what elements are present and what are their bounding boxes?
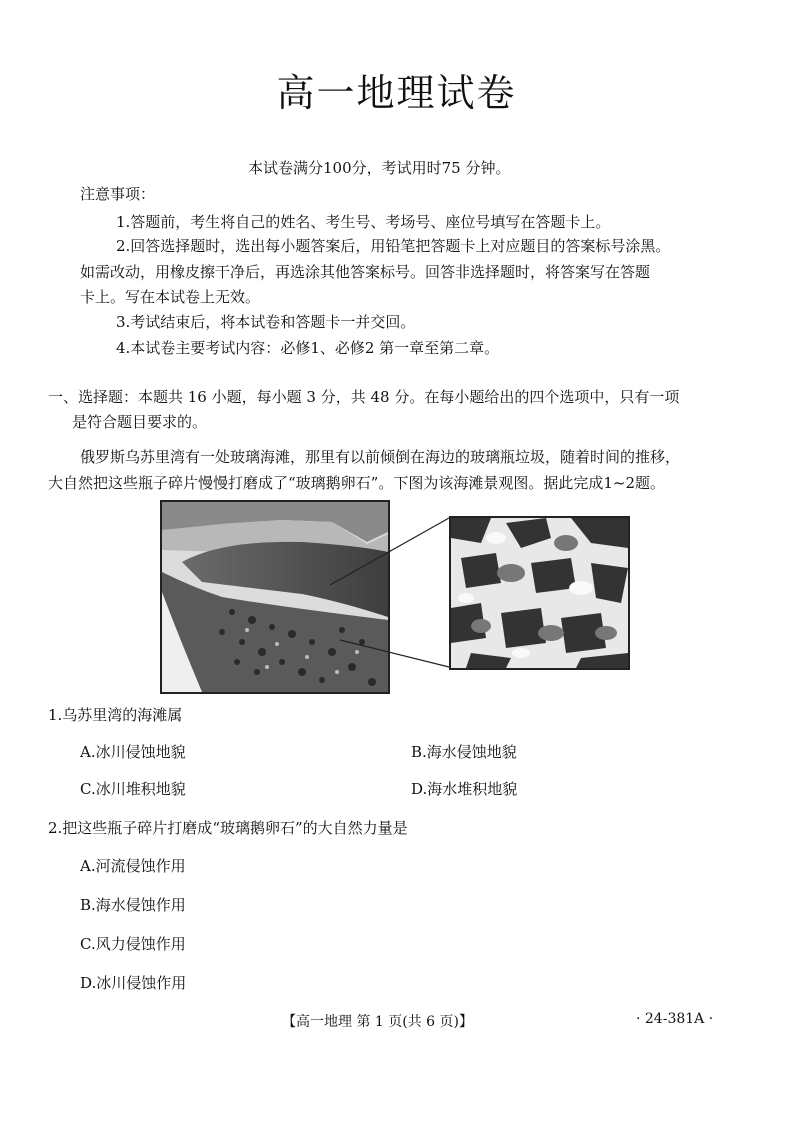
q1-option-c: C.冰川堆积地貌 [80,780,186,798]
notice-item-4: 4.本试卷主要考试内容：必修1、必修2 第一章至第二章。 [116,339,500,357]
notice-item-1: 1.答题前，考生将自己的姓名、考生号、考场号、座位号填写在答题卡上。 [116,213,611,231]
q1-option-d: D.海水堆积地貌 [411,780,518,798]
notice-item-2: 2.回答选择题时，选出每小题答案后，用铅笔把答题卡上对应题目的答案标号涂黑。 [116,237,671,255]
q1-option-b: B.海水侵蚀地貌 [411,743,517,761]
passage-line-2: 大自然把这些瓶子碎片慢慢打磨成了“玻璃鹅卵石”。下图为该海滩景观图。据此完成1~2题。 [48,474,665,492]
notice-heading: 注意事项： [80,185,156,203]
page-title: 高一地理试卷 [276,71,517,115]
page-footer: 【高一地理 第 1 页(共 6 页)】 [282,1014,473,1030]
q1-option-a: A.冰川侵蚀地貌 [80,743,186,761]
notice-item-2-cont: 如需改动，用橡皮擦干净后，再选涂其他答案标号。回答非选择题时，将答案写在答题 [80,263,651,281]
notice-item-3: 3.考试结束后，将本试卷和答题卡一并交回。 [116,313,416,331]
exam-code: · 24-381A · [636,1011,714,1027]
q2-option-c: C.风力侵蚀作用 [80,935,186,953]
section-heading: 一、选择题：本题共 16 小题，每小题 3 分，共 48 分。在每小题给出的四个选项中，只有一项 [48,388,680,406]
q1-stem: 1.乌苏里湾的海滩属 [48,706,183,724]
notice-item-2-cont2: 卡上。写在本试卷上无效。 [80,288,261,306]
q2-stem: 2.把这些瓶子碎片打磨成“玻璃鹅卵石”的大自然力量是 [48,819,408,837]
q2-option-b: B.海水侵蚀作用 [80,896,186,914]
q2-option-d: D.冰川侵蚀作用 [80,974,187,992]
section-heading-cont: 是符合题目要求的。 [72,413,208,431]
passage-line-1: 俄罗斯乌苏里湾有一处玻璃海滩，那里有以前倾倒在海边的玻璃瓶垃圾，随着时间的推移， [80,448,681,466]
q2-option-a: A.河流侵蚀作用 [80,857,186,875]
closeup-photo [449,516,630,670]
exam-intro: 本试卷满分100分，考试用时75 分钟。 [248,159,511,177]
